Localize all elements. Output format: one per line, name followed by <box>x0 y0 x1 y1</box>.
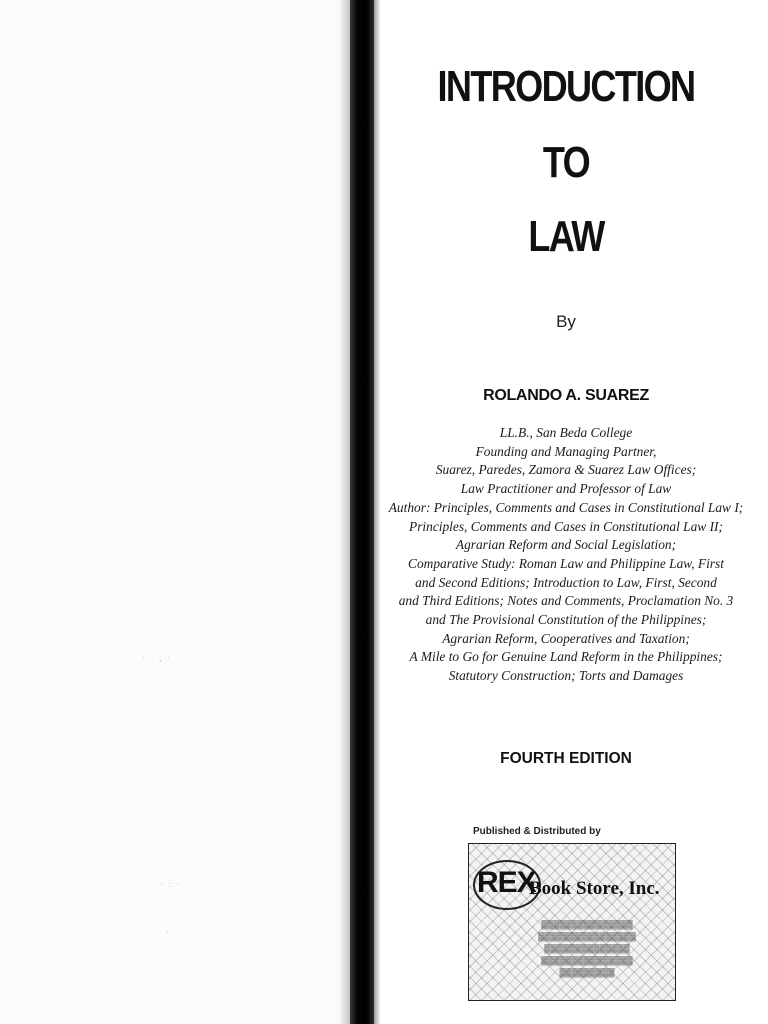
publisher-logo <box>468 843 676 1001</box>
credential-line: Suarez, Paredes, Zamora & Suarez Law Offices; <box>435 462 697 478</box>
publisher-name: Book Store, Inc. <box>529 878 660 899</box>
credential-line: A Mile to Go for Genuine Land Reform in the Philippines; <box>409 649 723 665</box>
publisher-address-smudge: ▓▓▓▓▓▓▓▓▓▓▓▓▓▓▓ ▓▓▓▓▓▓▓▓▓▓▓▓▓▓▓▓ ▓▓▓▓▓▓▓▓▓▓▓▓▓▓ ▓▓▓▓▓▓▓▓▓▓▓▓▓▓▓ ▓▓▓▓▓▓▓▓▓ <box>538 919 636 977</box>
credential-line: Law Practitioner and Professor of Law <box>460 481 672 497</box>
author-name: ROLANDO A. SUAREZ <box>483 387 649 404</box>
publisher-label: Published & Distributed by <box>473 826 601 837</box>
credential-line: Agrarian Reform and Social Legislation; <box>455 537 677 553</box>
credential-line: Statutory Construction; Torts and Damages <box>448 668 684 684</box>
author-credentials <box>380 424 752 686</box>
title-line-3: LAW <box>528 212 604 261</box>
title-page <box>380 0 768 1024</box>
title-line-1: INTRODUCTION <box>437 62 695 111</box>
book-spine <box>350 0 374 1024</box>
edition-label: FOURTH EDITION <box>500 750 632 767</box>
credential-line: Agrarian Reform, Cooperatives and Taxation; <box>442 630 690 646</box>
credential-line: and Second Editions; Introduction to Law, First, Second <box>415 574 717 590</box>
scan-speck: · · <box>166 928 180 937</box>
credential-line: Comparative Study: Roman Law and Philippine Law, First <box>408 555 724 571</box>
credential-line: and The Provisional Constitution of the Philippines; <box>425 612 707 628</box>
left-blank-page <box>0 0 350 1024</box>
title-line-2: TO <box>542 138 590 187</box>
credential-line: LL.B., San Beda College <box>499 425 633 440</box>
credential-line: and Third Editions; Notes and Comments, Proclamation No. 3 <box>398 593 734 609</box>
publisher-logo-mark: REX <box>477 866 536 899</box>
credential-line: Principles, Comments and Cases in Constitutional Law II; <box>409 518 723 534</box>
credential-line: Founding and Managing Partner, <box>475 443 657 459</box>
credential-line: Author: Principles, Comments and Cases in Constitutional Law I; <box>388 499 744 515</box>
by-label: By <box>556 312 576 331</box>
scan-speck: · : · <box>160 880 182 889</box>
scan-speck: · · , · <box>142 654 172 663</box>
